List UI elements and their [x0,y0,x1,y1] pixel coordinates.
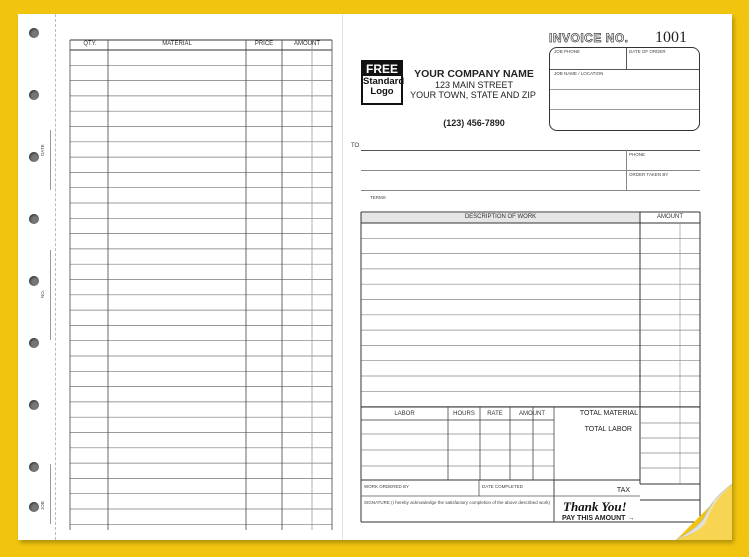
company-phone: (123) 456-7890 [443,118,505,128]
description-header: DESCRIPTION OF WORK [464,214,537,220]
work-grid [18,14,732,540]
work-ordered-by-label: WORK ORDERED BY [364,484,410,489]
phone-label: PHONE [629,152,646,157]
to-label: TO [351,143,360,149]
rate-header: RATE [487,411,503,417]
qty-header: QTY. [83,41,97,47]
pay-this-amount-label: PAY THIS AMOUNT → [562,515,635,522]
invoice-number: 1001 [655,29,687,46]
date-completed-label: DATE COMPLETED [482,484,523,489]
logo-logo-text: Logo [370,85,394,97]
company-street: 123 MAIN STREET [434,80,514,90]
hours-header: HOURS [453,411,475,417]
labor-amount-header: AMOUNT [519,411,545,417]
company-city: YOUR TOWN, STATE AND ZIP [410,90,536,100]
labor-header: LABOR [394,411,415,417]
amount-work-header: AMOUNT [657,214,683,220]
total-material-label: TOTAL MATERIAL [579,410,638,417]
invoice-form [18,14,732,540]
job-phone-label: JOB PHONE [554,49,581,54]
logo-standard-text: Standard [363,76,405,87]
logo-free-text: FREE [363,62,401,76]
signature-label: SIGNATURE (I hereby acknowledge the satisfactory completion of the above described work) [364,500,551,505]
order-taken-by-label: ORDER TAKEN BY [629,172,669,177]
amount-header: AMOUNT [294,41,320,47]
stub-job-label: JOB [40,501,45,510]
stub-date-label: DATE [40,144,45,156]
total-labor-label: TOTAL LABOR [584,426,632,433]
date-of-order-label: DATE OF ORDER [629,49,666,54]
material-header: MATERIAL [162,41,192,47]
job-name-location-label: JOB NAME / LOCATION [554,71,604,76]
stub-no-label: NO. [40,289,45,298]
price-header: PRICE [254,41,274,47]
terms-label: TERMS [370,195,386,200]
thank-you-text: Thank You! [563,499,627,514]
tax-label: TAX [616,487,630,494]
page-curl [676,484,732,540]
invoice-label: INVOICE NO. [549,31,629,45]
company-name: YOUR COMPANY NAME [414,68,534,80]
